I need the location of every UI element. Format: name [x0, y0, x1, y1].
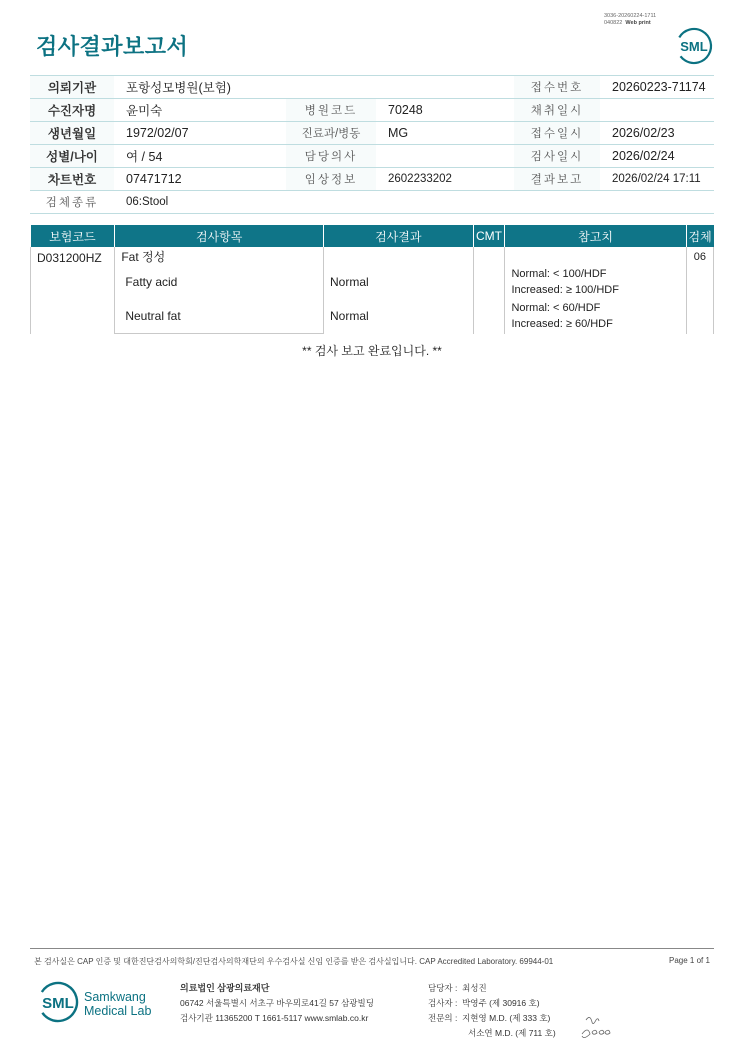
info-label: 임상정보 — [286, 168, 376, 191]
info-value: 70248 — [376, 99, 514, 122]
page-number: Page 1 of 1 — [669, 956, 710, 965]
column-header: 검체 — [686, 225, 713, 247]
reference-normal: Normal: < 100/HDF — [511, 268, 607, 280]
info-label: 접수번호 — [514, 76, 600, 99]
staff-role: 검사자 : — [428, 998, 458, 1008]
info-label: 검체종류 — [30, 191, 114, 214]
info-value: MG — [376, 122, 514, 145]
info-label: 수진자명 — [30, 99, 114, 122]
organization-info — [180, 981, 374, 1026]
staff-name: 지현영 M.D. (제 333 호) — [462, 1013, 551, 1023]
staff-row — [428, 1026, 556, 1041]
info-label: 생년월일 — [30, 122, 114, 145]
info-label: 성별/나이 — [30, 145, 114, 168]
test-result: Normal — [330, 275, 369, 289]
certification-text: 본 검사실은 CAP 인증 및 대한진단검사의학회/진단검사의학재단의 우수검사실 신임 인증를 받은 검사실입니다. CAP Accredited Laboratory. 69944-01 — [34, 957, 554, 966]
cmt-cell — [473, 247, 505, 334]
info-value — [600, 99, 714, 122]
info-value: 1972/02/07 — [114, 122, 286, 145]
column-header: 검사항목 — [115, 225, 324, 247]
info-row — [30, 76, 714, 99]
test-item-name: Fatty acid — [115, 265, 324, 299]
sml-logo-icon — [674, 26, 714, 66]
column-header: 검사결과 — [324, 225, 474, 247]
info-label: 의뢰기관 — [30, 76, 114, 99]
info-value: 2026/02/24 — [600, 145, 714, 168]
specimen-code: 06 — [686, 247, 713, 334]
test-item-name: Neutral fat — [115, 299, 324, 334]
patient-info-table — [30, 75, 714, 214]
column-header: 보험코드 — [31, 225, 115, 247]
staff-name: 박영주 (제 30916 호) — [462, 998, 540, 1008]
reference-increased: Increased: ≥ 60/HDF — [511, 318, 613, 330]
info-label: 담당의사 — [286, 145, 376, 168]
info-label: 결과보고 — [514, 168, 600, 191]
web-print-label: Web print — [625, 20, 651, 26]
results-header-row — [31, 225, 714, 247]
logo-line1: Samkwang — [84, 990, 146, 1004]
info-value: 여 / 54 — [114, 145, 286, 168]
info-label: 접수일시 — [514, 122, 600, 145]
info-row — [30, 99, 714, 122]
info-row — [30, 168, 714, 191]
logo-line2: Medical Lab — [84, 1004, 152, 1018]
document-id-line2: 040822 — [604, 20, 623, 26]
info-label: 병원코드 — [286, 99, 376, 122]
info-label: 검사일시 — [514, 145, 600, 168]
staff-role: 전문의 : — [428, 1013, 458, 1023]
reference-range — [505, 265, 685, 299]
reference-range — [505, 299, 685, 333]
report-complete-note: ** 검사 보고 완료입니다. ** — [302, 344, 442, 358]
info-value: 포항성모병원(보험) — [114, 76, 514, 99]
column-header: 참고치 — [505, 225, 686, 247]
info-value: 06:Stool — [114, 191, 714, 214]
reference-increased: Increased: ≥ 100/HDF — [511, 284, 619, 296]
info-row — [30, 145, 714, 168]
results-table — [30, 225, 714, 334]
page-title: 검사결과보고서 — [36, 34, 189, 59]
organization-name: 의료법인 삼광의료재단 — [180, 983, 270, 993]
info-value — [376, 145, 514, 168]
info-value: 2602233202 — [376, 168, 514, 191]
result-column — [324, 247, 474, 334]
samkwang-logo-mark: SML — [42, 995, 74, 1012]
test-group-name: Fat 정성 — [115, 247, 324, 265]
signature-icon — [578, 1010, 612, 1042]
reference-column — [505, 247, 686, 334]
reference-normal: Normal: < 60/HDF — [511, 302, 601, 314]
staff-name: 서소연 M.D. (제 711 호) — [468, 1028, 556, 1038]
info-value: 2026/02/24 17:11 — [600, 168, 714, 191]
footer-divider — [30, 948, 714, 949]
document-id-line1: 3036-20260224-1711 — [604, 13, 657, 19]
staff-info — [428, 981, 556, 1041]
test-result: Normal — [330, 309, 369, 323]
staff-role: 담당자 : — [428, 983, 458, 993]
staff-row — [428, 996, 556, 1011]
info-label: 차트번호 — [30, 168, 114, 191]
info-label: 채취일시 — [514, 99, 600, 122]
column-header: CMT — [473, 225, 505, 247]
staff-row — [428, 981, 556, 996]
info-label: 진료과/병동 — [286, 122, 376, 145]
samkwang-logo — [36, 980, 166, 1028]
insurance-code: D031200HZ — [31, 247, 115, 334]
info-row — [30, 122, 714, 145]
sml-logo-text: SML — [680, 39, 708, 54]
info-value: 2026/02/23 — [600, 122, 714, 145]
info-row — [30, 191, 714, 214]
staff-row — [428, 1011, 556, 1026]
info-value: 07471712 — [114, 168, 286, 191]
organization-address: 06742 서울특별시 서초구 바우뫼로41길 57 삼광빌딩 — [180, 998, 374, 1008]
organization-contact: 검사기관 11365200 T 1661-5117 www.smlab.co.kr — [180, 1013, 369, 1023]
staff-name: 최성진 — [462, 983, 487, 993]
table-row — [31, 247, 714, 265]
info-value: 20260223-71174 — [600, 76, 714, 99]
document-id — [604, 13, 684, 27]
info-value: 윤미숙 — [114, 99, 286, 122]
